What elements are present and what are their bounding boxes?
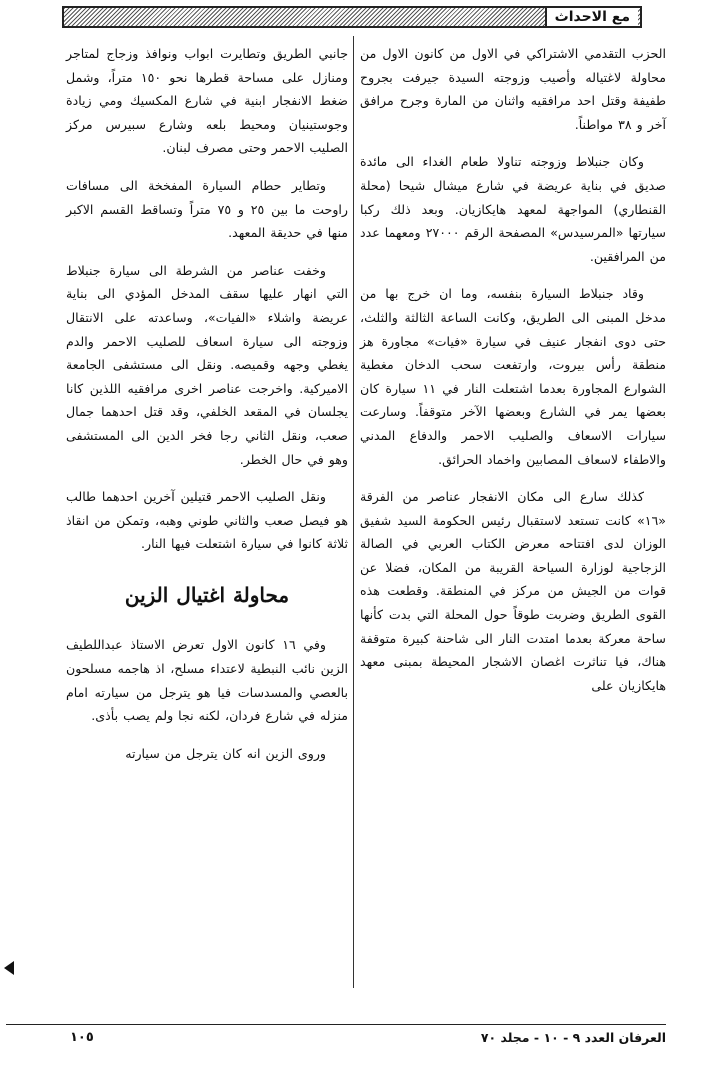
paragraph: وتطاير حطام السيارة المفخخة الى مسافات راوحت ما بين ٢٥ و ٧٥ متراً وتساقط القسم الاكبر منها في حديقة المعهد. xyxy=(66,177,348,241)
paragraph: وقاد جنبلاط السيارة بنفسه، وما ان خرج بها من مدخل المبنى الى الطريق، وكانت الساعة الثالثة والثلث، حتى دوى انفجار عنيف في سيارة «فيات» مجاورة هز منطقة رأس بيروت، وارتفعت سحب الدخان مغطية الشوارع المجاورة بعدما اشتعلت النار في ١١ سيارة كان بعضها يمر في الشارع وبعضها الآخر متوقفاً. وسارعت سيارات الاسعاف والصليب الاحمر والدفاع المدني والاطفاء لاسعاف المصابين واخماد الحرائق. xyxy=(360,286,666,467)
left-column xyxy=(66,42,348,779)
section-title: محاولة اغتيال الزين xyxy=(124,582,290,607)
continuation-arrow-icon xyxy=(4,961,14,975)
footer-rule xyxy=(6,1024,666,1025)
paragraph: كذلك سارع الى مكان الانفجار عناصر من الفرقة «١٦» كانت تستعد لاستقبال رئيس الحكومة السيد شفيق الوزان لدى افتتاحه معرض الكتاب العربي في الصالة الزجاجية لوزارة السياحة القريبة من المكان، فضلا عن قوات من الجيش من مركز في المنطقة. وقطعت هذه القوى الطريق وضربت طوقاً حول المحلة التي بدت كأنها ساحة معركة بعدما امتدت النار الى شاحنة كبيرة متوقفة هناك، فيا تناثرت اغصان الاشجار المحيطة بمبنى معهد هايكازيان على xyxy=(360,489,666,693)
section-header-band xyxy=(62,6,642,28)
paragraph: وفي ١٦ كانون الاول تعرض الاستاذ عبداللطيف الزين نائب النبطية لاعتداء مسلح، اذ هاجمه مسلحون بالعصي والمسدسات فيا هو يترجل من سيارته امام منزله في شارع فردان، لكنه نجا ولم يصب بأذى. xyxy=(66,637,348,724)
paragraph: وخفت عناصر من الشرطة الى سيارة جنبلاط التي انهار عليها سقف المدخل المؤدي الى بناية عريضة واشلاء «الفيات»، وساعدته على الانتقال وزوجته الى سيارة اسعاف للصليب الاحمر والدم يغطي وجهه وقميصه. ونقل الى مستشفى الجامعة الاميركية. واخرجت عناصر اخرى مرافقيه اللذين كانا يجلسان في المقعد الخلفي، وقد قتل احدهما جمال صعب، ونقل الثاني رجا فخر الدين الى المستشفى وهو في حال الخطر. xyxy=(66,262,348,467)
section-header-label: مع الاحداث xyxy=(545,8,638,26)
paragraph: الحزب التقدمي الاشتراكي في الاول من كانون الاول من محاولة لاغتياله وأصيب وزوجته السيدة جيرفت بجروح طفيفة وقتل احد مرافقيه واثنان من المارة وجرح مرافق آخر و ٣٨ مواطناً. xyxy=(360,46,666,132)
column-divider xyxy=(353,36,354,988)
paragraph: جانبي الطريق وتطايرت ابواب ونوافذ وزجاج لمتاجر ومنازل على مساحة قطرها نحو ١٥٠ متراً، وشمل ضغط الانفجار ابنية في شارع المكسيك ومي زيادة وجوستينيان ومحيط بلعه وشارع سبيرس مركز الصليب الاحمر وحتى مصرف لبنان. xyxy=(66,46,348,156)
footer-journal-info: العرفان العدد ٩ - ١٠ - مجلد ٧٠ xyxy=(480,1030,666,1045)
paragraph: وروى الزين انه كان يترجل من سيارته xyxy=(125,745,326,761)
right-column xyxy=(360,42,666,711)
page-number: ١٠٥ xyxy=(70,1030,94,1045)
paragraph: وكان جنبلاط وزوجته تناولا طعام الغداء الى مائدة صديق في بناية عريضة في شارع ميشال شيحا (محلة القنطاري) المواجهة لمعهد هايكازيان. وبعد ذلك ركبا سيارتها «المرسيدس» المصفحة الرقم ٢٧٠٠٠ ومعهما عدد من المرافقين. xyxy=(360,154,666,264)
paragraph: ونقل الصليب الاحمر قتيلين آخرين احدهما طالب هو فيصل صعب والثاني طوني وهبه، وتمكن من انقاذ ثلاثة كانوا في سيارة اشتعلت فيها النار. xyxy=(66,489,348,552)
